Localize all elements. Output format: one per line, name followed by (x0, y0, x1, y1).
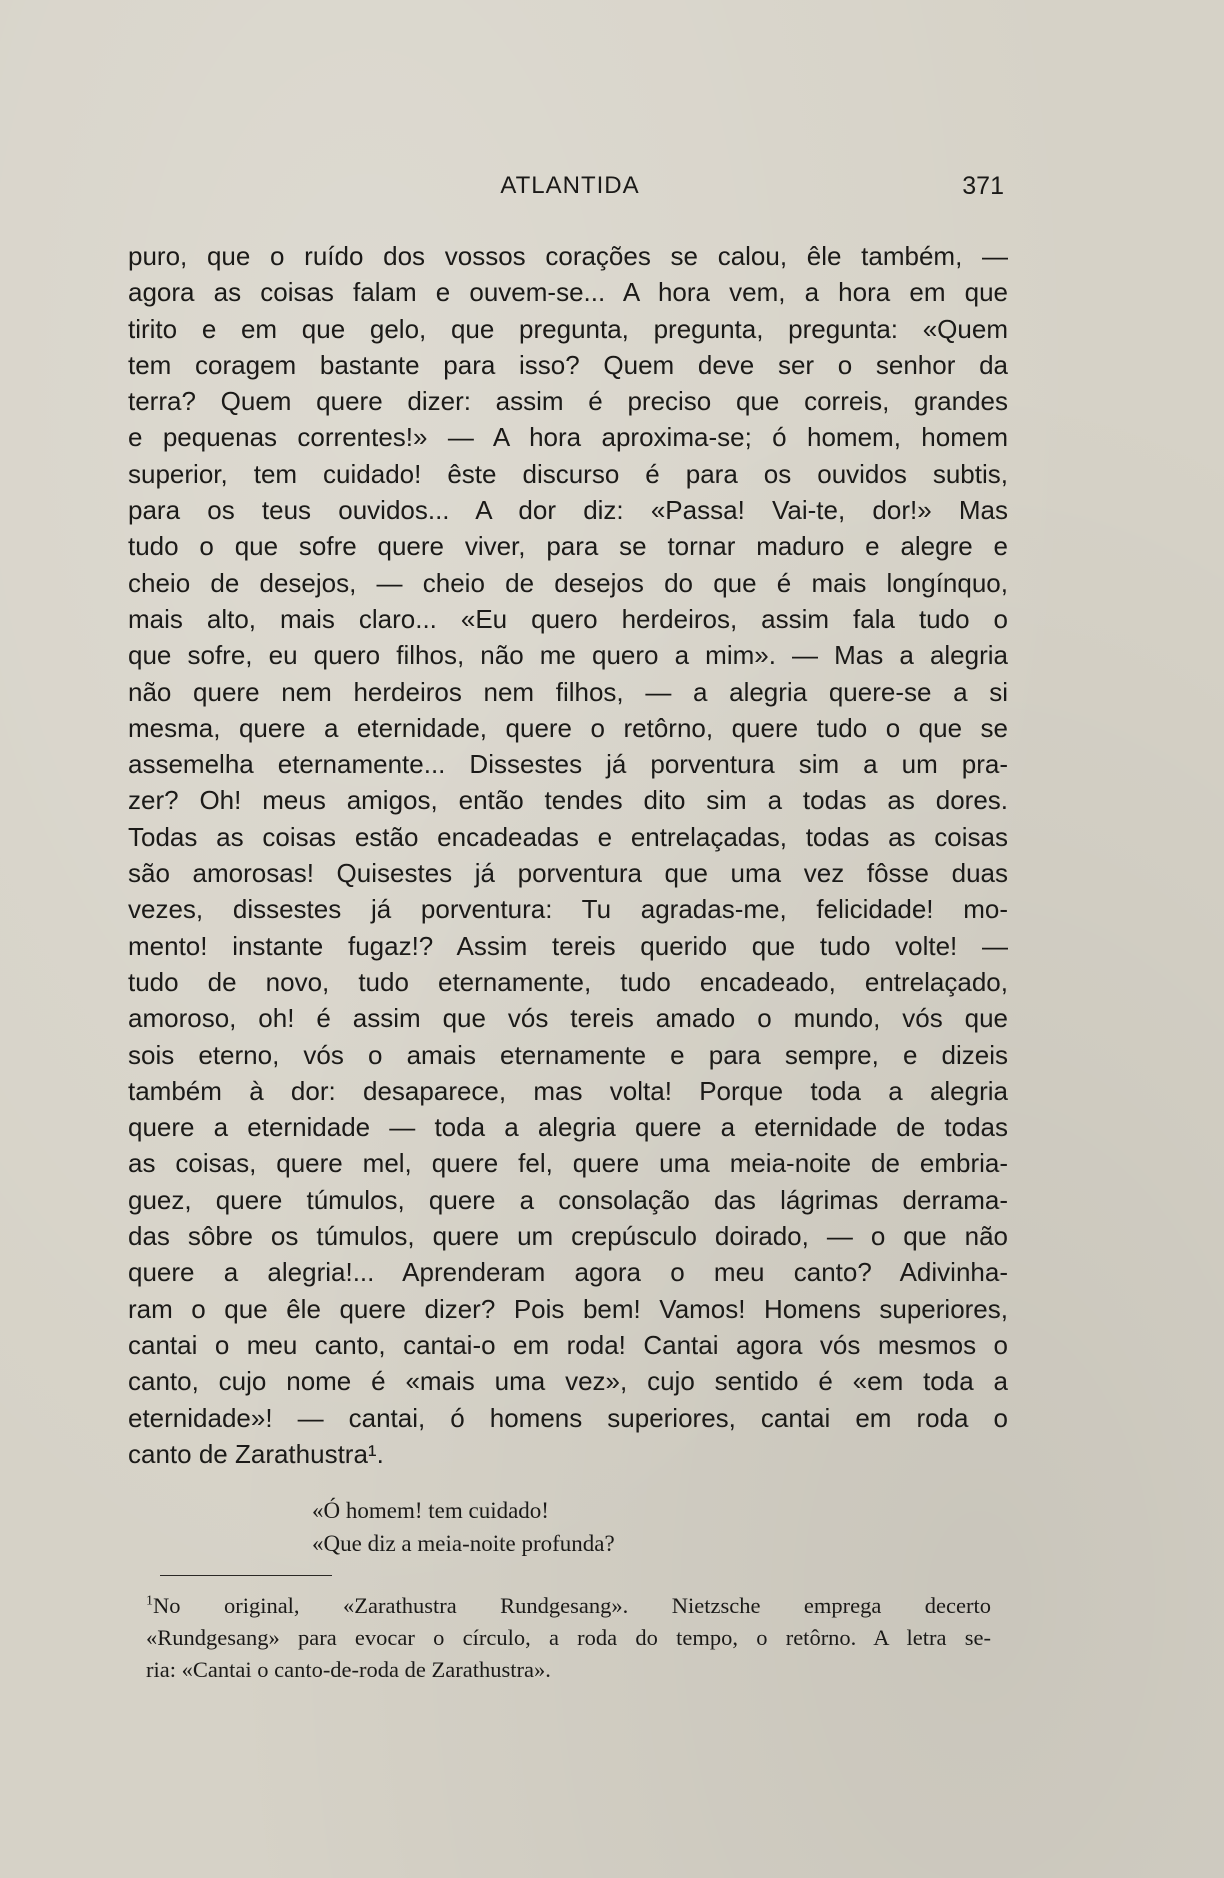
text-line: assemelha eternamente... Dissestes já porventura sim a um pra- (128, 749, 1008, 780)
text-line: sois eterno, vós o amais eternamente e para sempre, e dizeis (128, 1039, 1008, 1070)
running-title: ATLANTIDA (500, 172, 640, 199)
text-line: que sofre, eu quero filhos, não me quero a mim». — Mas a alegria (128, 640, 1008, 671)
text-line: são amorosas! Quisestes já porventura que uma vez fôsse duas (128, 858, 1008, 889)
text-line: e pequenas correntes!» — A hora aproxima-se; ó homem, homem (128, 422, 1008, 453)
text-line: tem coragem bastante para isso? Quem deve ser o senhor da (128, 349, 1008, 380)
text-line: ram o que êle quere dizer? Pois bem! Vamos! Homens superiores, (128, 1293, 1008, 1324)
text-line: puro, que o ruído dos vossos corações se calou, êle também, — (128, 241, 1008, 271)
text-line: zer? Oh! meus amigos, então tendes dito sim a todas as dores. (128, 785, 1008, 816)
page-number: 371 (962, 172, 1004, 200)
text-line: superior, tem cuidado! êste discurso é para os ouvidos subtis, (128, 458, 1008, 489)
text-line: das sôbre os túmulos, quere um crepúsculo doirado, — o que não (128, 1221, 1008, 1252)
footnote-text: No original, «Zarathustra Rundgesang». Nietzsche emprega decerto (153, 1593, 991, 1618)
footnote-line (146, 1590, 991, 1622)
text-line: canto, cujo nome é «mais uma vez», cujo sentido é «em toda a (128, 1366, 1008, 1397)
text-line: canto de Zarathustra¹. (128, 1438, 384, 1469)
verse-line: «Que diz a meia-noite profunda? (312, 1531, 615, 1556)
text-line: para os teus ouvidos... A dor diz: «Passa! Vai-te, dor!» Mas (128, 495, 1008, 526)
text-line: mento! instante fugaz!? Assim tereis querido que tudo volte! — (128, 930, 1008, 961)
footnote-rule (160, 1575, 332, 1576)
text-line: quere a alegria!... Aprenderam agora o meu canto? Adivinha- (128, 1257, 1008, 1288)
footnote-line: «Rundgesang» para evocar o círculo, a roda do tempo, o retôrno. A letra se- (146, 1625, 991, 1650)
text-line: não quere nem herdeiros nem filhos, — a alegria quere-se a si (128, 676, 1008, 707)
footnote-line: ria: «Cantai o canto-de-roda de Zarathustra». (146, 1657, 551, 1682)
text-line: tudo o que sofre quere viver, para se tornar maduro e alegre e (128, 531, 1008, 562)
footnote (146, 1590, 991, 1686)
text-line: mesma, quere a eternidade, quere o retôrno, quere tudo o que se (128, 712, 1008, 743)
text-line: cantai o meu canto, cantai-o em roda! Cantai agora vós mesmos o (128, 1329, 1008, 1360)
verse-quote (312, 1494, 812, 1560)
text-line: Todas as coisas estão encadeadas e entrelaçadas, todas as coisas (128, 821, 1008, 852)
text-line: cheio de desejos, — cheio de desejos do que é mais longínquo, (128, 567, 1008, 598)
text-line: vezes, dissestes já porventura: Tu agradas-me, felicidade! mo- (128, 894, 1008, 925)
text-line: quere a eternidade — toda a alegria quere a eternidade de todas (128, 1112, 1008, 1143)
footnote-marker: 1 (146, 1593, 153, 1609)
text-line: eternidade»! — cantai, ó homens superiores, cantai em roda o (128, 1402, 1008, 1433)
text-line: guez, quere túmulos, quere a consolação das lágrimas derrama- (128, 1184, 1008, 1215)
body-text (128, 238, 1008, 1472)
running-head (130, 172, 1010, 208)
text-line: tudo de novo, tudo eternamente, tudo encadeado, entrelaçado, (128, 966, 1008, 997)
text-line: as coisas, quere mel, quere fel, quere uma meia-noite de embria- (128, 1148, 1008, 1179)
text-line: também à dor: desaparece, mas volta! Porque toda a alegria (128, 1075, 1008, 1106)
text-line: mais alto, mais claro... «Eu quero herdeiros, assim fala tudo o (128, 603, 1008, 634)
text-line: tirito e em que gelo, que pregunta, pregunta, pregunta: «Quem (128, 313, 1008, 344)
text-line: amoroso, oh! é assim que vós tereis amado o mundo, vós que (128, 1003, 1008, 1034)
text-line: terra? Quem quere dizer: assim é preciso que correis, grandes (128, 386, 1008, 417)
verse-line: «Ó homem! tem cuidado! (312, 1498, 549, 1523)
text-line: agora as coisas falam e ouvem-se... A hora vem, a hora em que (128, 277, 1008, 308)
